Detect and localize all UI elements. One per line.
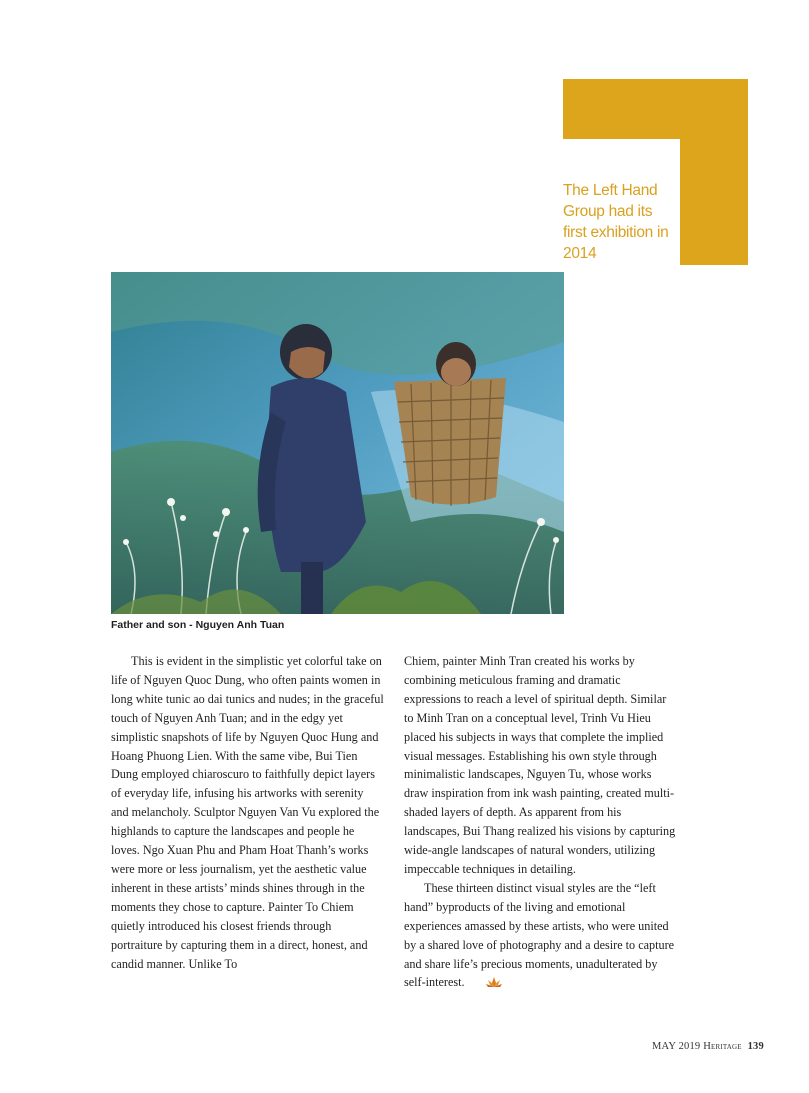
lotus-end-mark-icon <box>466 974 482 984</box>
father-and-son-illustration <box>111 272 564 614</box>
gold-frame-top <box>563 79 748 139</box>
gold-frame-side <box>680 139 748 265</box>
page-footer <box>652 1041 764 1052</box>
article-paragraph-text: These thirteen distinct visual styles are the “left hand” byproducts of the living and emotional experiences amassed by these artists, who were united by a shared love of photography and a desire to capture and share life’s precious moments, unadulterated by self-interest. <box>404 880 675 990</box>
article-column-right <box>404 652 676 992</box>
photo-caption: Father and son - Nguyen Anh Tuan <box>111 619 285 631</box>
footer-issue: MAY 2019 <box>652 1041 701 1052</box>
article-paragraph-final <box>404 879 676 992</box>
article-paragraph: Chiem, painter Minh Tran created his works by combining meticulous framing and dramatic expressions to reach a level of spiritual depth. Similar to Minh Tran on a conceptual level, Trinh Vu Hieu placed his subjects in ways that complete the implied visual messages. Establishing his own style through minimalistic landscapes, Nguyen Tu, whose works draw inspiration from ink wash painting, created multi-shaded layers of depth. As apparent from his landscapes, Bui Thang realized his visions by capturing wide-angle landscapes of natural wonders, utilizing impeccable techniques in detailing. <box>404 654 676 876</box>
footer-magazine: Heritage <box>703 1041 742 1052</box>
article-photo <box>111 272 564 614</box>
article-paragraph: This is evident in the simplistic yet colorful take on life of Nguyen Quoc Dung, who often paints women in long white tunic ao dai tunics and nudes; in the graceful touch of Nguyen Anh Tuan; and in the edgy yet simplistic snapshots of life by Nguyen Quoc Hung and Hoang Phuong Lien. With the same vibe, Bui Tien Dung employed chiaroscuro to faithfully depict layers of everyday life, infusing his artworks with serenity and melancholy. Sculptor Nguyen Van Vu explored the highlands to capture the landscapes and people he loves. Ngo Xuan Phu and Pham Hoat Thanh’s works were more or less journalism, yet the aesthetic value inherent in these artists’ minds shines through in the moments they chose to capture. Painter To Chiem quietly introduced his closest friends through portraiture by capturing them in a direct, honest, and candid manner. Unlike To <box>111 654 384 971</box>
page-number: 139 <box>747 1041 764 1052</box>
article-column-left <box>111 652 384 973</box>
pull-quote: The Left Hand Group had its first exhibition in 2014 <box>563 182 669 262</box>
